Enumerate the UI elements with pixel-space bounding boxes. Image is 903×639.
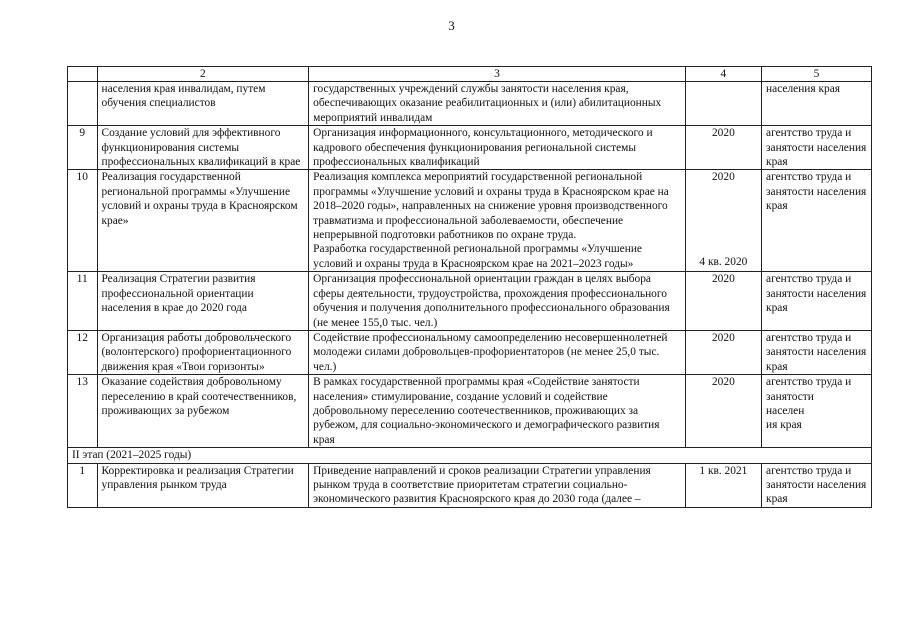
page-number: 3 (448, 18, 455, 33)
row-responsible: населения края (762, 82, 872, 126)
table-row (68, 272, 872, 331)
row-number: 13 (68, 375, 98, 448)
row-responsible: агентство труда и занятости населения края (762, 463, 872, 507)
table-header-row (68, 67, 872, 82)
header-cell-3: 3 (309, 67, 686, 82)
row-date: 2020 (685, 126, 761, 170)
row-date: 1 кв. 2021 (685, 463, 761, 507)
table-row (68, 82, 872, 126)
stage-heading: II этап (2021–2025 годы) (68, 448, 872, 463)
row-date-2: 4 кв. 2020 (699, 255, 748, 268)
row-number (68, 82, 98, 126)
row-action: Организация профессиональной ориентации граждан в целях выбора сферы деятельности, трудоустройства, прохождения профессионального обучения и получения дополнительного профессионального образования (не менее 155,0 тыс. чел.) (309, 272, 686, 331)
row-date: 2020 (685, 375, 761, 448)
row-measure: Реализация государственной региональной программы «Улучшение условий и охраны труда в Красноярском крае» (97, 170, 309, 272)
row-action: Организация информационного, консультационного, методического и кадрового обеспечения функционирования региональной системы профессиональных квалификаций (309, 126, 686, 170)
row-number: 10 (68, 170, 98, 272)
row-action: Содействие профессиональному самоопределению несовершеннолетней молодежи силами добровольцев-профориентаторов (не менее 25,0 тыс. чел.) (309, 330, 686, 374)
row-responsible-line-2: населен (766, 404, 805, 417)
row-responsible: агентство труда и занятости населения края (762, 170, 872, 272)
row-action: В рамках государственной программы края «Содействие занятости населения» стимулирование, создание условий и содействие добровольному переселению соотечественников, проживающих за рубежом, для социально-экономического и демографического развития края (309, 375, 686, 448)
row-measure: Организация работы добровольческого (волонтерского) профориентационного движения края «Твои горизонты» (97, 330, 309, 374)
table-row (68, 170, 872, 272)
header-cell-1 (68, 67, 98, 82)
row-number: 1 (68, 463, 98, 507)
row-number: 11 (68, 272, 98, 331)
row-responsible: агентство труда и занятости населения края (762, 272, 872, 331)
row-date (685, 170, 761, 272)
table-row (68, 330, 872, 374)
row-responsible: агентство труда и занятости населения края (762, 330, 872, 374)
row-action-part-1: Реализация комплекса мероприятий государственной региональной программы «Улучшение условий и охраны труда в Красноярском крае на 2018–2020 годы», направленных на снижение уровня производственного травматизма и профессиональной заболеваемости, обеспечение непрерывной подготовки работников по охране труда. (313, 171, 669, 242)
row-action (309, 170, 686, 272)
row-date: 2020 (685, 330, 761, 374)
row-number: 12 (68, 330, 98, 374)
row-measure: Создание условий для эффективного функционирования системы профессиональных квалификаций в крае (97, 126, 309, 170)
row-date-1: 2020 (711, 171, 735, 184)
table-row (68, 463, 872, 507)
row-measure: Корректировка и реализация Стратегии управления рынком труда (97, 463, 309, 507)
row-date (685, 82, 761, 126)
row-action: государственных учреждений службы занятости населения края, обеспечивающих оказание реабилитационных и (или) абилитационных мероприятий инвалидам (309, 82, 686, 126)
row-action: Приведение направлений и сроков реализации Стратегии управления рынком труда в соответствие приоритетам стратегии социально-экономического развития Красноярского края до 2030 года (далее – (309, 463, 686, 507)
table-row (68, 375, 872, 448)
table-row (68, 126, 872, 170)
stage-row (68, 448, 872, 463)
header-cell-4: 4 (685, 67, 761, 82)
row-measure: Реализация Стратегии развития профессиональной ориентации населения в крае до 2020 года (97, 272, 309, 331)
row-responsible (762, 375, 872, 448)
row-measure: Оказание содействия добровольному переселению в край соотечественников, проживающих за рубежом (97, 375, 309, 448)
row-action-part-2: Разработка государственной региональной программы «Улучшение условий и охраны труда в Красноярском крае на 2021–2023 годы» (313, 243, 642, 270)
header-cell-2: 2 (97, 67, 309, 82)
header-cell-5: 5 (762, 67, 872, 82)
row-responsible-line-3: ия края (766, 419, 802, 432)
row-number: 9 (68, 126, 98, 170)
measures-table (67, 66, 872, 508)
row-responsible: агентство труда и занятости населения края (762, 126, 872, 170)
row-responsible-line-1: агентство труда и занятости (766, 376, 852, 403)
row-date: 2020 (685, 272, 761, 331)
row-measure: населения края инвалидам, путем обучения специалистов (97, 82, 309, 126)
